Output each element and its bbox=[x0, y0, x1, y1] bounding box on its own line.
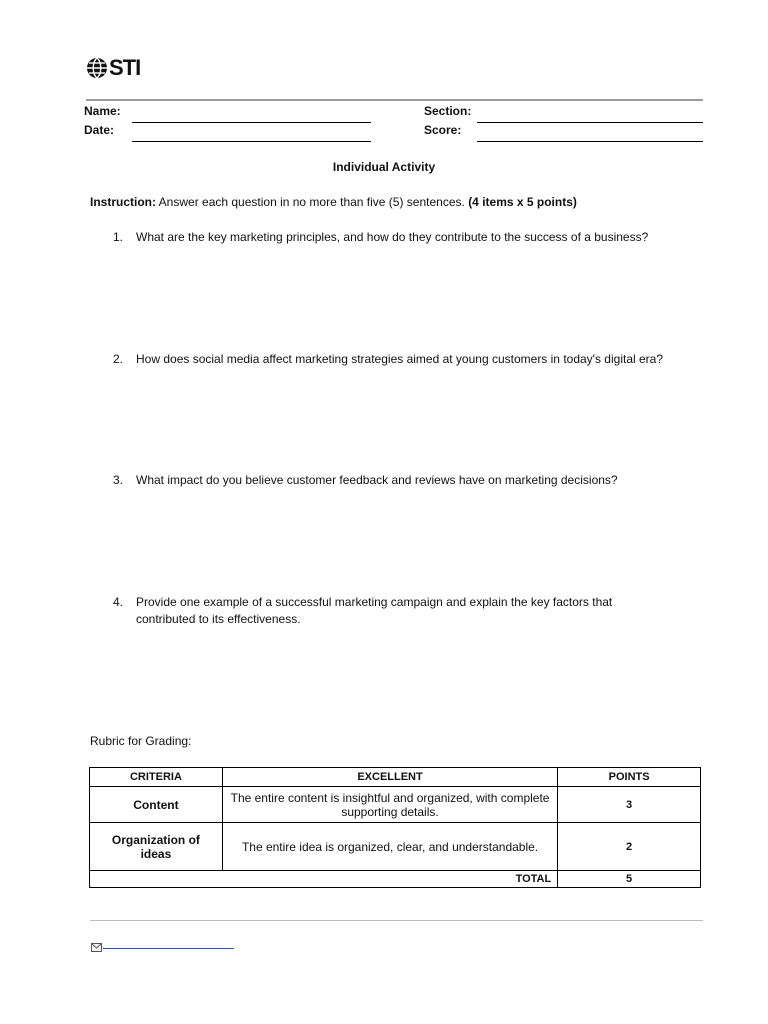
question-number: 1. bbox=[112, 230, 123, 244]
score-label: Score: bbox=[424, 123, 462, 137]
rubric-header-row bbox=[90, 768, 701, 787]
question-text: What impact do you believe customer feedback and reviews have on marketing decisions? bbox=[136, 473, 618, 487]
points-header: POINTS bbox=[558, 768, 701, 787]
excellent-cell: The entire content is insightful and organized, with complete supporting details. bbox=[222, 787, 557, 823]
mail-icon[interactable] bbox=[91, 939, 102, 957]
section-field[interactable] bbox=[477, 122, 703, 123]
criteria-cell: Organization of ideas bbox=[90, 823, 223, 871]
instruction-text: Answer each question in no more than five (5) sentences. bbox=[156, 195, 469, 209]
question-text: Provide one example of a successful marketing campaign and explain the key factors that contributed to its effectiveness. bbox=[136, 595, 613, 626]
instruction-prefix: Instruction: bbox=[90, 195, 156, 209]
page-title: Individual Activity bbox=[332, 160, 436, 174]
instruction-points: (4 items x 5 points) bbox=[468, 195, 577, 209]
points-cell: 2 bbox=[558, 823, 701, 871]
globe-icon bbox=[86, 57, 108, 79]
criteria-header: CRITERIA bbox=[90, 768, 223, 787]
section-label: Section: bbox=[424, 104, 472, 118]
question-number: 3. bbox=[112, 473, 123, 487]
name-label: Name: bbox=[84, 104, 121, 118]
instruction bbox=[90, 195, 577, 209]
footer-link[interactable] bbox=[103, 948, 234, 949]
question-text: How does social media affect marketing strategies aimed at young customers in today's digital era? bbox=[136, 352, 664, 366]
total-points: 5 bbox=[558, 871, 701, 888]
excellent-cell: The entire idea is organized, clear, and understandable. bbox=[222, 823, 557, 871]
name-field[interactable] bbox=[132, 122, 371, 123]
total-row bbox=[90, 871, 701, 888]
excellent-header: EXCELLENT bbox=[222, 768, 557, 787]
rubric-table bbox=[89, 767, 701, 888]
total-label: TOTAL bbox=[90, 871, 558, 888]
score-field[interactable] bbox=[477, 141, 703, 142]
footer-divider bbox=[90, 920, 703, 921]
criteria-cell: Content bbox=[90, 787, 223, 823]
header-divider bbox=[86, 99, 703, 101]
table-row bbox=[90, 823, 701, 871]
sti-logo bbox=[86, 56, 140, 80]
rubric-label: Rubric for Grading: bbox=[90, 734, 192, 748]
table-row bbox=[90, 787, 701, 823]
date-field[interactable] bbox=[132, 141, 371, 142]
question-number: 2. bbox=[112, 352, 123, 366]
logo-text: STI bbox=[109, 55, 141, 80]
date-label: Date: bbox=[84, 123, 115, 137]
points-cell: 3 bbox=[558, 787, 701, 823]
question-number: 4. bbox=[112, 595, 123, 609]
question-text: What are the key marketing principles, and how do they contribute to the success of a business? bbox=[136, 230, 649, 244]
